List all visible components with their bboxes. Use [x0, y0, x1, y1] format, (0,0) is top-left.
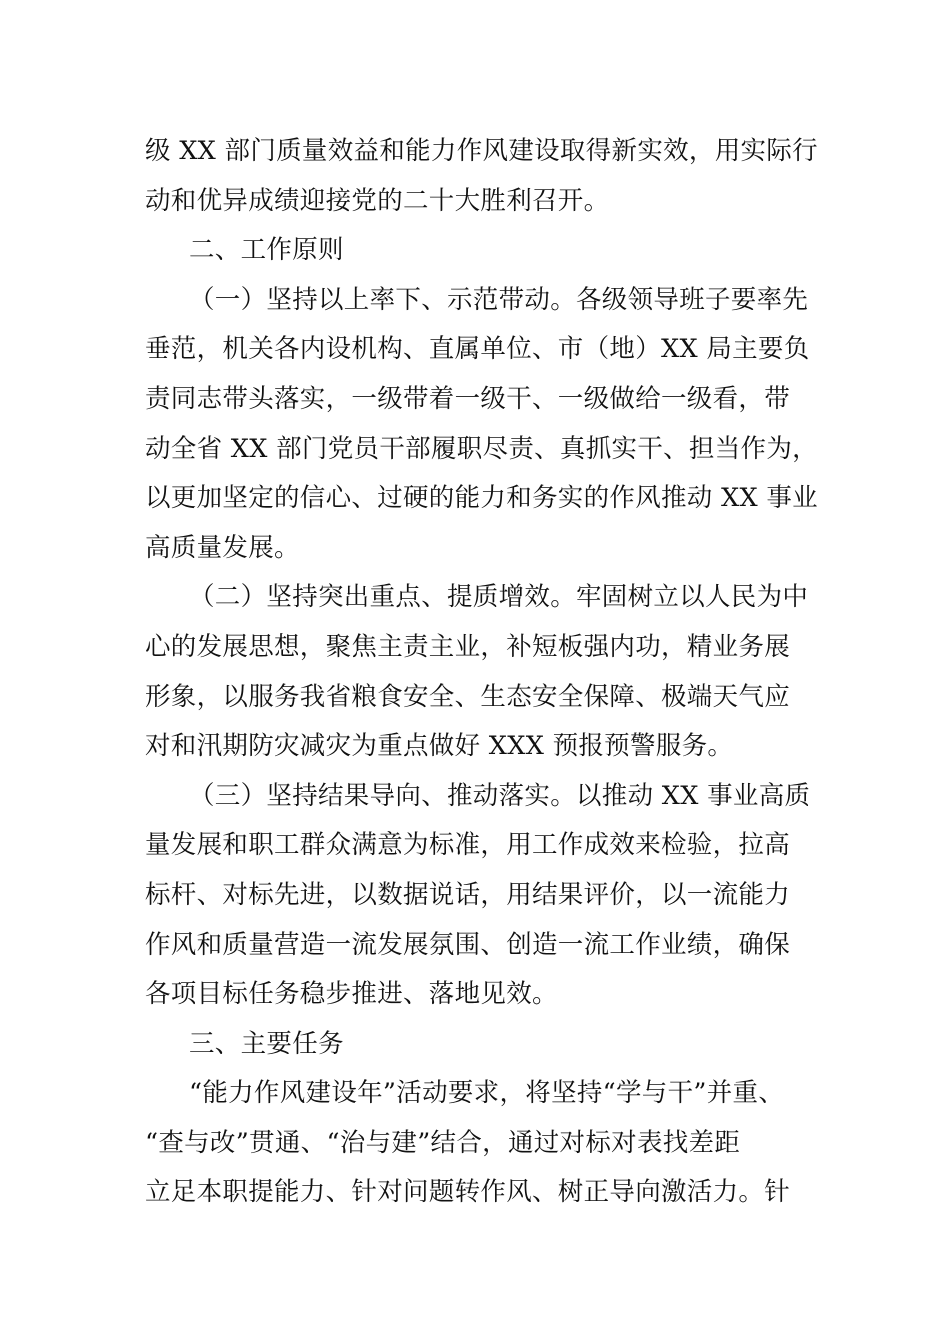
text-line: 垂范，机关各内设机构、直属单位、市（地）XX 局主要负 [145, 334, 810, 365]
principle-1-line: （一）坚持以上率下、示范带动。各级领导班子要率先 [189, 284, 809, 315]
principle-3-line: （三）坚持结果导向、推动落实。以推动 XX 事业高质 [189, 780, 811, 811]
text-line: “查与改”贯通、“治与建”结合，通过对标对表找差距 [145, 1127, 741, 1158]
text-line: 作风和质量营造一流发展氛围、创造一流工作业绩，确保 [145, 929, 791, 960]
text-line: 以更加坚定的信心、过硬的能力和务实的作风推动 XX 事业 [145, 483, 818, 514]
text-line: 形象，以服务我省粮食安全、生态安全保障、极端天气应 [145, 681, 791, 712]
tasks-paragraph-line: “能力作风建设年”活动要求，将坚持“学与干”并重、 [189, 1078, 785, 1109]
principle-2-line: （二）坚持突出重点、提质增效。牢固树立以人民为中 [189, 582, 809, 613]
text-line: 量发展和职工群众满意为标准，用工作成效来检验，拉高 [145, 830, 791, 861]
text-line: 高质量发展。 [145, 532, 300, 563]
text-line: 动全省 XX 部门党员干部履职尽责、真抓实干、担当作为， [145, 433, 818, 464]
text-line: 级 XX 部门质量效益和能力作风建设取得新实效，用实际行 [145, 136, 818, 166]
text-line: 责同志带头落实，一级带着一级干、一级做给一级看，带 [145, 383, 791, 414]
text-line: 立足本职提能力、针对问题转作风、树正导向激活力。针 [145, 1177, 791, 1208]
document-body [145, 127, 818, 1218]
text-line: 标杆、对标先进，以数据说话，用结果评价，以一流能力 [145, 879, 791, 910]
text-line: 对和汛期防灾减灾为重点做好 XXX 预报预警服务。 [145, 731, 734, 762]
section-heading-tasks: 三、主要任务 [189, 1028, 344, 1059]
text-line: 心的发展思想，聚焦主责主业，补短板强内功，精业务展 [145, 631, 791, 662]
section-heading-principles: 二、工作原则 [189, 235, 344, 266]
text-line: 动和优异成绩迎接党的二十大胜利召开。 [145, 185, 610, 216]
text-line: 各项目标任务稳步推进、落地见效。 [145, 979, 558, 1010]
